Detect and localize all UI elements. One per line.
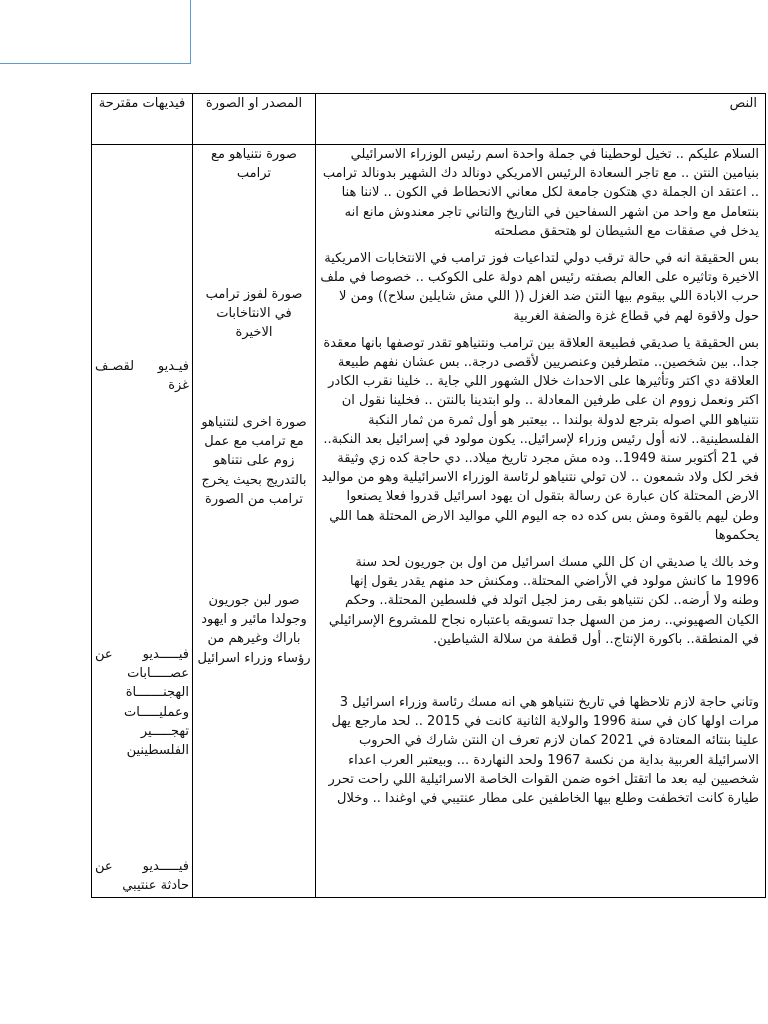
text-cell bbox=[316, 145, 766, 898]
header-frame bbox=[0, 0, 191, 64]
header-videos: فيديهات مقترحة bbox=[92, 94, 193, 145]
paragraph-2: بس الحقيقة انه في حالة ترقب دولي لتداعيات فوز ترامب في الانتخابات الامريكية الاخيرة وتاثيره على العالم بصفته رئيس اهم دولة على الكوكب .. خصوصا في ملف حرب الابادة اللي بيقوم بيها النتن ضد الغزل (( اللي مش شايلين سلاح)) ومن لا حول ولاقوة لهم في قطاع غزة والضفة الغربية bbox=[320, 251, 759, 324]
video-item: فيـــــديو عن عصـــــابات الهجنـــــــاة وعمليـــــات تهجـــــير الفلسطينين bbox=[95, 647, 189, 759]
header-source: المصدر او الصورة bbox=[193, 94, 316, 145]
paragraph-4: وخد بالك يا صديقي ان كل اللي مسك اسرائيل من اول بن جوريون لحد سنة 1996 ما كانش مولود في الأراضي المحتلة.. ومكنش حد منهم يقدر يقول إنها وطنه ولا أرضه.. لكن نتنياهو بقى رمز لجيل اتولد في فلسطين المحتلة.. وحكم الكيان الصهيوني.. رمز من السهل جدا تسويقه باعتباره نجاح للمشروع الإسرائيلي في المنطقة.. باكورة الإنتاج.. أول قطفة من سلالة الشياطين. bbox=[328, 555, 759, 647]
source-cell bbox=[193, 145, 316, 898]
source-item: صور لبن جوريون وجولدا مائير و ايهود باراك وغيرهم من رؤساء وزراء اسرائيل bbox=[197, 593, 311, 666]
video-item: فيـــــديو عن حادثة عنتيبي bbox=[95, 859, 189, 894]
source-item: صورة لفوز ترامب في الانتاخابات الاخيرة bbox=[205, 287, 303, 341]
paragraph-3: بس الحقيقة يا صديقي فطبيعة العلاقة بين ترامب ونتنياهو تقدر توصفها بانها معقدة جدا.. بين شخصين.. متطرفين وعنصريين لأقصى درجة.. بس عشان نفهم طبيعة العلاقة دي اكتر وتأثيرها على الاحداث خلال الشهور اللي جاية .. خلينا نقرب الكادر اكتر ونعمل زووم ان على طرفين المعادلة .. ولو ابتدينا بالنتن .. فخلينا نقول ان نتنياهو اللي اصوله بترجع لدولة بولندا .. بيعتبر هو أول ثمرة من ثمار النكبة الفلسطينية.. لانه أول رئيس وزراء لإسرائيل.. يكون مولود في إسرائيل بعد النكبة.. في 21 أكتوبر سنة 1949.. وده مش مجرد تاريخ ميلاد.. دي حاجة كده زي وثيقة فخر لكل ولاد شمعون .. لان تولي نتنياهو لرئاسة الوزراء الاسرائيلية وهو من مواليد الارض المحتلة كان عبارة عن رسالة بتقول ان يهود اسرائيل قدروا فعلا يصنعوا وطن ليهم بالقوة ومش بس كده ده جه اليوم اللي مواليد الارض المحتلة هما اللي يحكموها bbox=[321, 335, 759, 543]
paragraph-1: السلام عليكم .. تخيل لوحطينا في جملة واحدة اسم رئيس الوزراء الاسرائيلي بنيامين النتن .. مع تاجر السعادة الرئيس الامريكي دونالد دك الشهير بدونالد ترامب .. اعتقد ان الجملة دي هتكون جامعة لكل معاني الانحطاط في الكون .. لاننا هنا بنتعامل مع واحد من اشهر السفاحين في التاريخ والتاني تاجر معندوش مانع انه يدخل في صفقات مع الشيطان لو هتحقق مصلحته bbox=[322, 147, 759, 239]
source-item: صورة اخرى لنتنياهو مع ترامب مع عمل زوم على نتناهو بالتدريج بحيث يخرج ترامب من الصورة bbox=[201, 415, 307, 507]
video-item: فيـديو لقصـف غزة bbox=[95, 359, 189, 394]
table-row bbox=[92, 145, 766, 898]
videos-cell bbox=[92, 145, 193, 898]
source-item: صورة نتنياهو مع ترامب bbox=[211, 147, 297, 182]
script-table bbox=[91, 93, 766, 898]
paragraph-5: وتاني حاجة لازم تلاحظها في تاريخ نتنياهو هي انه مسك رئاسة وزراء اسرائيل 3 مرات اولها كان في سنة 1996 والولاية الثانية كانت في 2015 .. لحد مارجع يهل علينا بنتائه المعتادة في 2021 كمان لازم تعرف ان النتن شارك في الحروب الاسرائيلة العربية بداية من نكسة 1967 ولحد النهاردة ... وبيعتبر العرب اعداء شخصيين ليه بعد ما اتقتل اخوه ضمن القوات الخاصة الاسرائيلية اللي راحت تحرر طيارة كانت اتخطفت وطلع بيها الخاطفين على مطار عنتيبي في اوغندا .. وخلال bbox=[328, 695, 759, 807]
header-text: النص bbox=[316, 94, 766, 145]
table-header-row bbox=[92, 94, 766, 145]
